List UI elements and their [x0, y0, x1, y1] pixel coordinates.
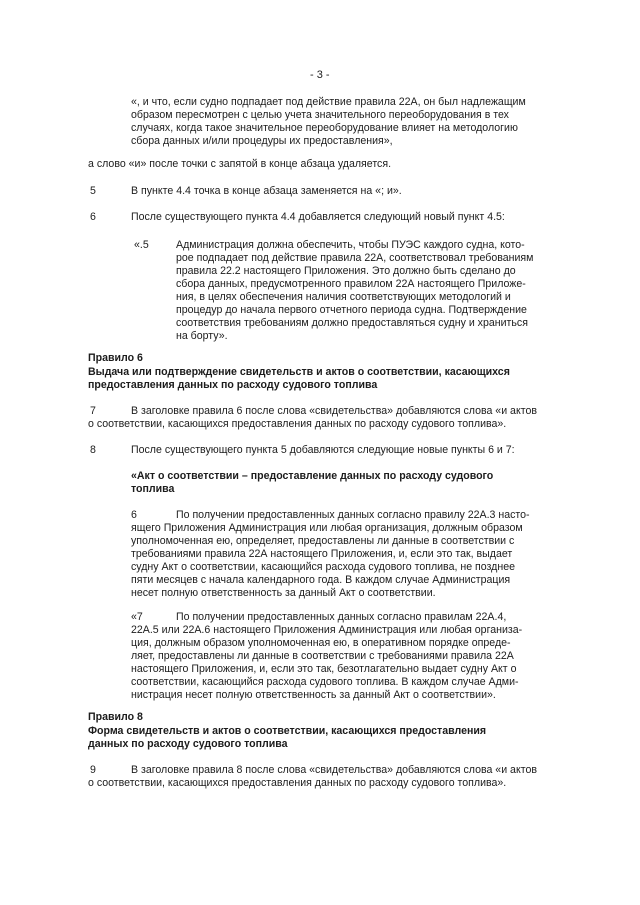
- quote-line: образом пересмотрен с целью учета значительного переоборудования в тех: [131, 109, 509, 121]
- page-number: - 3 -: [310, 69, 330, 81]
- quote-line: сбора данных и/или процедуры их предоставления»,: [131, 135, 393, 147]
- item-number: 8: [90, 444, 96, 456]
- rule-heading: Выдача или подтверждение свидетельств и актов о соответствии, касающихся: [88, 366, 510, 378]
- paragraph-line: несет полную ответственность за данный Акт о соответствии.: [131, 587, 436, 599]
- item-number: 5: [90, 185, 96, 197]
- subitem-line: сбора данных, предусмотренного правилом 22А настоящего Приложе-: [176, 278, 526, 290]
- item-number: 7: [90, 405, 96, 417]
- item-number: 6: [90, 211, 96, 223]
- paragraph-number: «7: [131, 611, 143, 623]
- item-text: В пункте 4.4 точка в конце абзаца заменяется на «; и».: [131, 185, 402, 197]
- item-text: о соответствии, касающихся предоставления данных по расходу судового топлива».: [88, 777, 507, 789]
- subitem-line: правила 22.2 настоящего Приложения. Это должно быть сделано до: [176, 265, 516, 277]
- paragraph-line: судну Акт о соответствии, касающийся расхода судового топлива, не позднее: [131, 561, 515, 573]
- quote-line: случаях, когда такое значительное переоборудование влияет на методологию: [131, 122, 518, 134]
- subitem-line: процедур до начала первого отчетного периода судна. Подтверждение: [176, 304, 527, 316]
- item-text: В заголовке правила 8 после слова «свидетельства» добавляются слова «и актов: [131, 764, 537, 776]
- act-heading: «Акт о соответствии – предоставление данных по расходу судового: [131, 470, 494, 482]
- item-number: 9: [90, 764, 96, 776]
- rule-title: Правило 8: [88, 711, 143, 723]
- paragraph-line: нистрация несет полную ответственность за данный Акт о соответствии».: [131, 689, 496, 701]
- paragraph-line: настоящего Приложения, и, если это так, безотлагательно выдает судну Акт о: [131, 663, 517, 675]
- paragraph-number: 6: [131, 509, 137, 521]
- act-heading: топлива: [131, 483, 175, 495]
- item-text: В заголовке правила 6 после слова «свидетельства» добавляются слова «и актов: [131, 405, 537, 417]
- removal-note: а слово «и» после точки с запятой в конце абзаца удаляется.: [88, 158, 392, 170]
- paragraph-line: пяти месяцев с начала календарного года. В каждом случае Администрация: [131, 574, 511, 586]
- paragraph-line: По получении предоставленных данных согласно правилу 22А.3 насто-: [176, 509, 530, 521]
- quote-line: «, и что, если судно подпадает под действие правила 22А, он был надлежащим: [131, 96, 526, 108]
- paragraph-line: уполномоченная ею, определяет, предоставлены ли данные в соответствии с: [131, 535, 515, 547]
- rule-heading: Форма свидетельств и актов о соответствии, касающихся предоставления: [88, 725, 487, 737]
- paragraph-line: соответствии, касающийся расхода судового топлива. В каждом случае Адми-: [131, 676, 519, 688]
- rule-title: Правило 6: [88, 352, 143, 364]
- subitem-line: на борту».: [176, 330, 228, 342]
- item-text: После существующего пункта 4.4 добавляется следующий новый пункт 4.5:: [131, 211, 505, 223]
- subitem-number: «.5: [134, 239, 149, 251]
- paragraph-line: ция, должным образом уполномоченная ею, в оперативном порядке опреде-: [131, 637, 511, 649]
- paragraph-line: требованиями правила 22А настоящего Приложения, и, если это так, выдает: [131, 548, 513, 560]
- item-text: о соответствии, касающихся предоставления данных по расходу судового топлива».: [88, 418, 507, 430]
- item-text: После существующего пункта 5 добавляются следующие новые пункты 6 и 7:: [131, 444, 515, 456]
- subitem-line: соответствия требованиям должно предоставляться судну и храниться: [176, 317, 528, 329]
- rule-heading: данных по расходу судового топлива: [88, 738, 288, 750]
- subitem-line: ния, в целях обеспечения наличия соответствующих методологий и: [176, 291, 511, 303]
- paragraph-line: 22А.5 или 22А.6 настоящего Приложения Администрация или любая организа-: [131, 624, 523, 636]
- paragraph-line: По получении предоставленных данных согласно правилам 22А.4,: [176, 611, 507, 623]
- subitem-line: Администрация должна обеспечить, чтобы ПУЭС каждого судна, кото-: [176, 239, 525, 251]
- paragraph-line: ляет, предоставлены ли данные в соответствии с требованиями правила 22А: [131, 650, 514, 662]
- paragraph-line: ящего Приложения Администрация или любая организация, должным образом: [131, 522, 523, 534]
- rule-heading: предоставления данных по расходу судового топлива: [88, 379, 378, 391]
- subitem-line: рое подпадает под действие правила 22А, соответствовал требованиям: [176, 252, 534, 264]
